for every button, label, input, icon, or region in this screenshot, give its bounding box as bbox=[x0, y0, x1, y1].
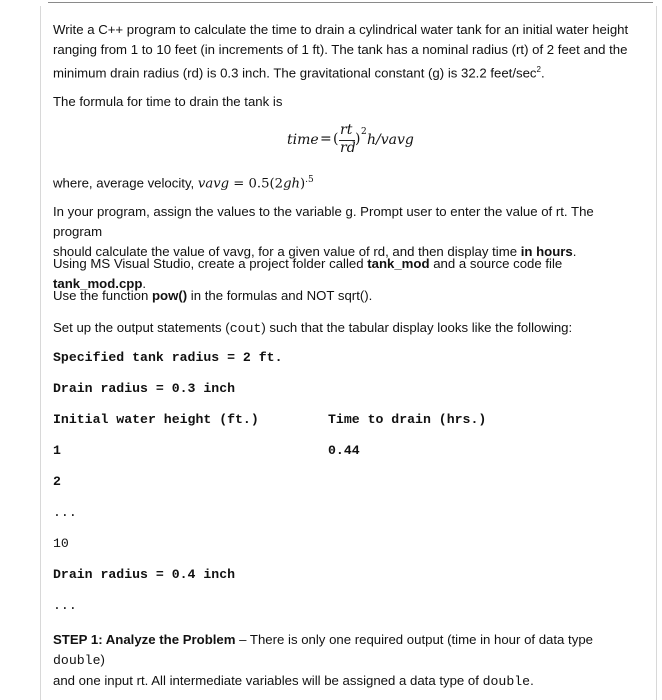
formula-intro: The formula for time to drain the tank is bbox=[53, 94, 283, 109]
program-line-b-end: . bbox=[572, 244, 577, 259]
file-name: tank_mod.cpp bbox=[53, 276, 143, 291]
in-hours-bold: in hours bbox=[520, 244, 573, 259]
row-height-2: 2 bbox=[53, 474, 61, 489]
formula-denominator: rd bbox=[340, 140, 356, 156]
output-pre: Set up the output statements ( bbox=[53, 320, 230, 335]
where-text: where, average velocity, bbox=[53, 175, 198, 191]
studio-mid: and a source code file bbox=[429, 256, 563, 271]
step1-line-b: and one input rt. All intermediate variables will be assigned a data type of bbox=[53, 673, 483, 688]
row-height-10: 10 bbox=[53, 536, 69, 551]
step1-paragraph bbox=[53, 630, 643, 692]
step1-line-b-end: . bbox=[530, 673, 534, 688]
drain-radius-line-2: Drain radius = 0.4 inch bbox=[53, 567, 236, 582]
row-time-1: 0.44 bbox=[328, 443, 360, 458]
pow-paragraph bbox=[53, 286, 643, 306]
ellipsis-2: ... bbox=[53, 598, 77, 613]
intro-paragraph bbox=[53, 20, 643, 83]
cout-code: cout bbox=[229, 321, 262, 336]
step1-label: STEP 1: Analyze the Problem bbox=[53, 632, 236, 647]
where-gh: gh bbox=[283, 176, 300, 192]
row-height-1: 1 bbox=[53, 443, 61, 458]
specified-radius-line: Specified tank radius = 2 ft. bbox=[53, 350, 283, 365]
where-close: ) bbox=[300, 176, 306, 192]
formula-numerator: rt bbox=[340, 122, 353, 138]
formula-equals: = bbox=[320, 131, 332, 147]
folder-name: tank_mod bbox=[367, 256, 430, 271]
intro-line-c: minimum drain radius (rd) is 0.3 inch. The gravitational constant (g) is 32.2 feet/sec bbox=[53, 65, 537, 81]
intro-line-a: Write a C++ program to calculate the time to drain a cylindrical water tank for an initial water height bbox=[53, 22, 629, 37]
pow-pre: Use the function bbox=[53, 288, 152, 303]
formula-power: 2 bbox=[361, 127, 367, 137]
studio-pre: Using MS Visual Studio, create a project folder called bbox=[53, 256, 368, 271]
where-eq: = 0.5(2 bbox=[229, 176, 284, 192]
output-paragraph bbox=[53, 318, 643, 339]
studio-end: . bbox=[142, 276, 147, 291]
ellipsis-1: ... bbox=[53, 505, 77, 520]
program-paragraph bbox=[53, 202, 643, 262]
header-time: Time to drain (hrs.) bbox=[328, 412, 487, 427]
formula-lhs: time bbox=[287, 132, 319, 148]
intro-line-c-end: . bbox=[540, 65, 545, 81]
step1-type-a: double bbox=[53, 653, 101, 668]
pow-end: in the formulas and NOT sqrt(). bbox=[187, 288, 373, 303]
sec-squared-sup: 2 bbox=[536, 65, 541, 74]
header-height: Initial water height (ft.) bbox=[53, 412, 259, 427]
where-var-vavg: vavg bbox=[197, 176, 230, 192]
program-line-a: In your program, assign the values to the variable g. Prompt user to enter the value of rt. The program bbox=[53, 204, 594, 239]
output-end: ) such that the tabular display looks like the following: bbox=[261, 320, 573, 335]
intro-line-b: ranging from 1 to 10 feet (in increments of 1 ft). The tank has a nominal radius (rt) of 2 feet and the bbox=[53, 42, 628, 57]
program-line-b: should calculate the value of vavg, for a given value of rd, and then display time bbox=[53, 244, 521, 259]
formula-close-paren: ) bbox=[355, 131, 361, 147]
formula-rest: h/vavg bbox=[367, 132, 414, 148]
drain-time-formula bbox=[287, 118, 447, 162]
where-line bbox=[53, 170, 643, 194]
top-rule bbox=[48, 2, 653, 3]
where-power: .5 bbox=[305, 175, 314, 185]
formula-open-paren: ( bbox=[333, 131, 339, 147]
drain-radius-line-1: Drain radius = 0.3 inch bbox=[53, 381, 236, 396]
step1-line-a-end: ) bbox=[100, 652, 105, 667]
step1-line-a: – There is only one required output (time in hour of data type bbox=[235, 632, 593, 647]
pow-function: pow() bbox=[151, 288, 188, 303]
step1-type-b: double bbox=[482, 674, 531, 689]
